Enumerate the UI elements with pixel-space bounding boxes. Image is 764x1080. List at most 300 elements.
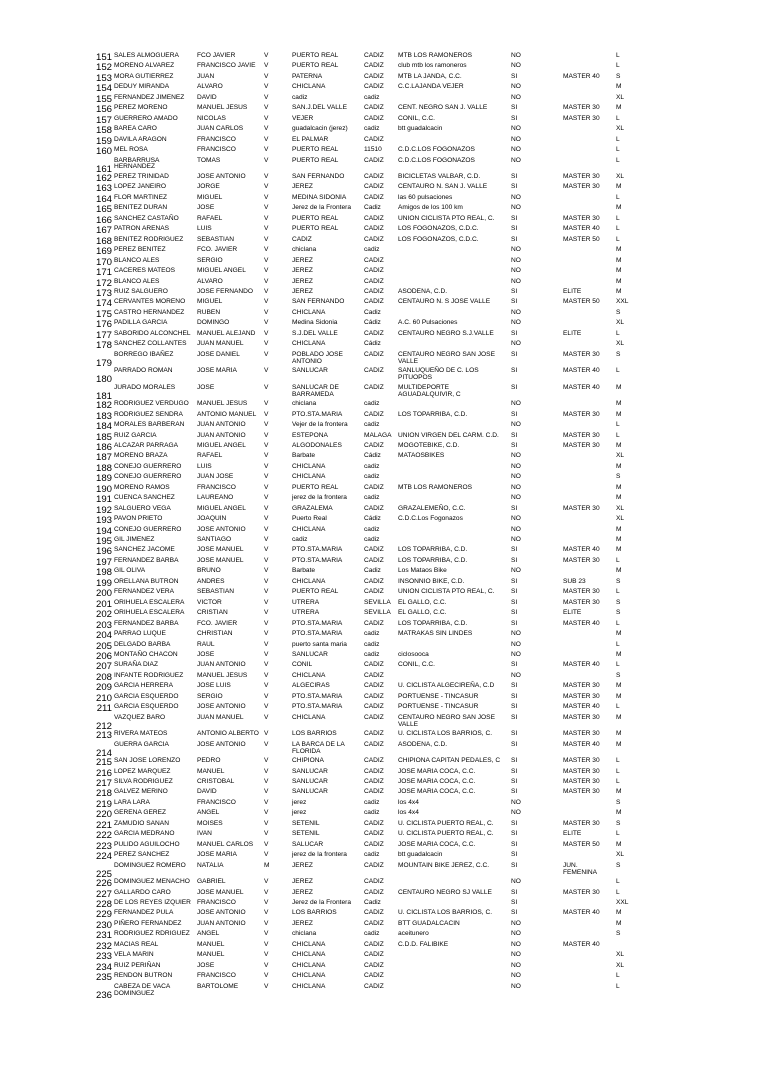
town-cell: EL PALMAR [292,135,329,143]
gender-cell: V [264,682,269,690]
row-number-cell: 205 [95,640,112,652]
town-cell: CHIPIONA [292,757,324,765]
federated-cell: NO [511,473,521,481]
club-cell: LOS FOGONAZOS, C.D.C. [398,235,479,243]
surname-cell: SAN JOSE LORENZO [114,757,181,765]
club-cell: UNION CICLISTA PTO REAL, C. [398,214,495,222]
row-number-cell: 202 [95,609,112,621]
first-name-cell: JOSE ANTONIO [197,909,246,917]
town-cell: PUERTO REAL [292,483,339,491]
first-name-cell: JOSE ANTONIO [197,703,246,711]
table-row [0,247,764,257]
federated-cell: NO [511,536,521,543]
first-name-cell: FRANCISCO [197,135,236,143]
town-cell: PUERTO REAL [292,214,339,222]
row-number-cell: 152 [95,62,112,74]
club-cell: CONIL, C.C. [398,114,436,122]
gender-cell: V [264,193,269,201]
surname-cell: RODRIGUEZ RDRIGUEZ [114,930,190,938]
province-cell: Cádiz [364,319,381,327]
gender-cell: V [264,740,269,748]
table-row [0,952,764,962]
row-number-cell: 162 [95,173,112,184]
size-cell: S [616,930,621,938]
gender-cell: V [264,104,269,112]
province-cell: CADIZ [364,267,384,275]
first-name-cell: JUAN MANUEL [197,340,244,348]
size-cell: L [616,588,620,596]
row-number-cell: 192 [95,504,112,516]
first-name-cell: MANUEL [197,940,225,948]
province-cell: SEVILLA [364,598,391,606]
table-row [0,789,764,799]
first-name-cell: JORGE [197,183,220,191]
club-cell: los 4x4 [398,798,419,806]
town-cell: CHICLANA [292,961,326,969]
row-number-cell: 204 [95,630,112,642]
gender-cell: V [264,383,269,391]
town-cell: JEREZ [292,287,313,295]
size-cell: M [616,840,622,848]
town-cell: CHICLANA [292,577,326,585]
category-cell: MASTER 50 [563,298,600,306]
gender-cell: V [264,421,269,429]
province-cell: CADIZ [364,72,384,80]
province-cell: Cadiz [364,308,381,316]
first-name-cell: SANTIAGO [197,536,232,543]
town-cell: CHICLANA [292,671,326,679]
gender-cell: V [264,567,269,575]
club-cell: MTB LOS RAMONEROS [398,52,473,59]
federated-cell: SI [511,383,518,391]
surname-cell: CERVANTES MORENO [114,298,186,306]
town-cell: LA BARCA DE LA FLORIDA [292,740,345,755]
size-cell: XXL [616,298,629,306]
row-number-cell: 172 [95,277,112,289]
federated-cell: SI [511,619,518,627]
gender-cell: V [264,494,269,502]
surname-cell: DEDUY MIRANDA [114,83,170,91]
federated-cell: NO [511,878,521,886]
first-name-cell: SERGIO [197,692,223,700]
surname-cell: SURAÑA DIAZ [114,661,158,669]
first-name-cell: RAFAEL [197,452,223,460]
town-cell: ALGECIRAS [292,682,330,690]
surname-cell: GARCIA ESQUERDO [114,692,179,700]
surname-cell: SALES ALMOGUERA [114,52,179,59]
first-name-cell: FRANCISCO [197,972,236,980]
first-name-cell: JUAN [197,72,215,80]
table-row [0,704,764,714]
town-cell: Vejer de la frontera [292,421,348,429]
town-cell: chiclana [292,246,317,254]
federated-cell: SI [511,367,518,375]
province-cell: CADIZ [364,819,384,827]
size-cell: M [616,277,622,285]
federated-cell: SI [511,909,518,917]
table-row [0,731,764,741]
club-cell: PORTUENSE - TINCASUR [398,692,479,700]
province-cell: cadiz [364,525,380,533]
table-row [0,810,764,820]
province-cell: cadiz [364,930,380,938]
size-cell: M [616,630,622,638]
first-name-cell: NICOLAS [197,114,226,122]
first-name-cell: MANUEL [197,767,225,775]
first-name-cell: JOSE [197,383,215,391]
table-row [0,910,764,920]
first-name-cell: SEBASTIAN [197,588,235,596]
town-cell: jerez [292,798,307,806]
category-cell: ELITE [563,609,582,617]
size-cell: L [616,329,620,337]
gender-cell: V [264,204,269,212]
size-cell: L [616,135,620,143]
size-cell: L [616,235,620,243]
surname-cell: FERNANDEZ JIMENEZ [114,93,185,101]
category-cell: MASTER 30 [563,214,600,222]
province-cell: CADIZ [364,235,384,243]
province-cell: CADIZ [364,577,384,585]
first-name-cell: MANUEL CARLOS [197,840,254,848]
gender-cell: V [264,598,269,606]
row-number-cell: 169 [95,246,112,258]
first-name-cell: JUAN ANTONIO [197,919,246,927]
surname-cell: PATRON ARENAS [114,225,170,233]
club-cell: ASODENA, C.D. [398,740,448,748]
club-cell: JOSE MARIA COCA, C.C. [398,840,476,848]
row-number-cell: 209 [95,682,112,694]
surname-cell: CONEJO GUERRERO [114,462,182,470]
first-name-cell: ANTONIO ALBERTO [197,730,259,738]
province-cell: CADIZ [364,441,384,449]
town-cell: Jerez de la Frontera [292,204,352,212]
size-cell: M [616,536,622,543]
row-number-cell: 176 [95,319,112,331]
club-cell: Amigos de los 100 km [398,204,463,212]
row-number-cell: 227 [95,888,112,900]
table-row [0,383,764,402]
surname-cell: ALCAZAR PARRAGA [114,441,178,449]
category-cell: JUN. FEMENINA [563,861,598,876]
surname-cell: RODRIGUEZ VERDUGO [114,400,189,408]
province-cell: CADIZ [364,104,384,112]
gender-cell: V [264,72,269,80]
first-name-cell: JUAN ANTONIO [197,431,246,439]
size-cell: L [616,225,620,233]
table-row [0,589,764,599]
row-number-cell: 173 [95,287,112,299]
province-cell: CADIZ [364,83,384,91]
town-cell: chiclana [292,930,317,938]
surname-cell: GALVEZ MERINO [114,788,168,796]
gender-cell: V [264,525,269,533]
row-number-cell: 196 [95,546,112,558]
province-cell: CADIZ [364,350,384,358]
row-number-cell: 235 [95,972,112,984]
federated-cell: NO [511,930,521,938]
first-name-cell: MANUEL JESUS [197,671,248,679]
row-number-cell: 175 [95,308,112,320]
row-number-cell: 230 [95,919,112,931]
surname-cell: VAZQUEZ BARO [114,713,166,721]
row-number-cell: 168 [95,235,112,247]
table-row [0,433,764,443]
federated-cell: SI [511,104,518,112]
row-number-cell: 213 [95,730,112,742]
province-cell: CADIZ [364,256,384,264]
first-name-cell: LUIS [197,225,212,233]
province-cell: CADIZ [364,703,384,711]
gender-cell: V [264,287,269,295]
gender-cell: V [264,840,269,848]
first-name-cell: LUIS [197,462,212,470]
table-row [0,422,764,432]
town-cell: JEREZ [292,878,313,886]
first-name-cell: FRANCISCO [197,899,236,906]
town-cell: cadiz [292,93,308,101]
federated-cell: NO [511,156,521,164]
first-name-cell: JUAN CARLOS [197,125,244,133]
first-name-cell: FCO JAVIER [197,52,236,59]
federated-cell: NO [511,972,521,980]
federated-cell: NO [511,567,521,575]
town-cell: jerez [292,809,307,817]
town-cell: Puerto Real [292,515,327,523]
club-cell: los 4x4 [398,809,419,817]
row-number-cell: 231 [95,930,112,942]
row-number-cell: 210 [95,692,112,704]
province-cell: Cádiz [364,515,381,523]
surname-cell: MORENO RAMOS [114,483,170,491]
surname-cell: SANCHEZ COLLANTES [114,340,187,348]
club-cell: JOSE MARIA COCA, C.C. [398,778,476,785]
town-cell: SANLUCAR [292,788,328,796]
category-cell: MASTER 30 [563,888,600,896]
province-cell: CADIZ [364,730,384,738]
size-cell: L [616,778,620,785]
first-name-cell: CHRISTIAN [197,630,233,638]
province-cell: CADIZ [364,830,384,838]
club-cell: C.D.C.LOS FOGONAZOS [398,146,475,154]
category-cell: MASTER 30 [563,410,600,418]
row-number-cell: 223 [95,840,112,852]
province-cell: CADIZ [364,740,384,748]
category-cell: MASTER 40 [563,367,600,375]
first-name-cell: RUBEN [197,308,221,316]
surname-cell: CUENCA SANCHEZ [114,494,175,502]
surname-cell: MACIAS REAL [114,940,159,948]
row-number-cell: 224 [95,851,112,863]
town-cell: JEREZ [292,277,313,285]
surname-cell: PEREZ BENITEZ [114,246,166,254]
category-cell: MASTER 30 [563,431,600,439]
federated-cell: SI [511,410,518,418]
table-row [0,226,764,236]
first-name-cell: JOSE FERNANDO [197,287,254,295]
club-cell: MOUNTAIN BIKE JEREZ, C.C. [398,861,490,869]
size-cell: XL [616,452,625,460]
size-cell: M [616,692,622,700]
town-cell: LOS BARRIOS [292,730,337,738]
gender-cell: V [264,757,269,765]
club-cell: GRAZALEMEÑO, C.C. [398,504,466,512]
federated-cell: SI [511,767,518,775]
province-cell: cadiz [364,851,380,859]
gender-cell: V [264,473,269,481]
first-name-cell: FRANCISCO [197,146,236,154]
row-number-cell: 221 [95,819,112,831]
surname-cell: MORALES BARBERAN [114,421,185,429]
province-cell: CADIZ [364,183,384,191]
province-cell: CADIZ [364,982,384,990]
first-name-cell: JOSE ANTONIO [197,173,246,180]
federated-cell: NO [511,83,521,91]
surname-cell: ORIHUELA ESCALERA [114,598,185,606]
province-cell: CADIZ [364,135,384,143]
row-number-cell: 188 [95,462,112,474]
row-number-cell: 185 [95,431,112,443]
size-cell: S [616,671,621,679]
club-cell: UNION CICLISTA PTO REAL, C. [398,588,495,596]
gender-cell: M [264,861,270,869]
first-name-cell: JOSE LUIS [197,682,231,690]
size-cell: XXL [616,899,629,906]
province-cell: CADIZ [364,156,384,164]
gender-cell: V [264,225,269,233]
town-cell: PUERTO REAL [292,146,339,154]
province-cell: CADIZ [364,383,384,391]
size-cell: L [616,703,620,711]
size-cell: M [616,740,622,748]
size-cell: L [616,972,620,980]
surname-cell: GUERRA GARCIA [114,740,169,748]
first-name-cell: SEBASTIAN [197,235,235,243]
row-number-cell: 211 [96,703,112,715]
federated-cell: SI [511,598,518,606]
gender-cell: V [264,340,269,348]
first-name-cell: JOSE ANTONIO [197,525,246,533]
first-name-cell: LAUREANO [197,494,234,502]
size-cell: L [616,888,620,896]
gender-cell: V [264,277,269,285]
row-number-cell: 164 [95,193,112,205]
row-number-cell: 163 [95,183,112,195]
first-name-cell: JUAN MANUEL [197,713,244,721]
size-cell: L [616,114,620,122]
category-cell: MASTER 30 [563,692,600,700]
gender-cell: V [264,878,269,886]
town-cell: JEREZ [292,919,313,927]
table-row [0,63,764,73]
row-number-cell: 217 [95,778,112,789]
province-cell: CADIZ [364,214,384,222]
row-number-cell: 184 [95,421,112,433]
first-name-cell: FCO. JAVIER [197,619,238,627]
federated-cell: NO [511,982,521,990]
club-cell: MTB LOS RAMONEROS [398,483,473,491]
federated-cell: NO [511,525,521,533]
federated-cell: SI [511,682,518,690]
town-cell: PTO.STA.MARIA [292,556,343,564]
federated-cell: NO [511,193,521,201]
size-cell: M [616,246,622,254]
town-cell: JEREZ [292,861,313,869]
club-cell: MOGOTEBIKE, C.D. [398,441,460,449]
size-cell: L [616,214,620,222]
row-number-cell: 155 [95,93,112,105]
surname-cell: DE LOS REYES IZQUIER [114,899,191,906]
federated-cell: NO [511,277,521,285]
surname-cell: DAVILA ARAGON [114,135,167,143]
town-cell: SANLUCAR [292,778,328,785]
table-row [0,973,764,983]
first-name-cell: DOMINGO [197,319,230,327]
club-cell: aceitunero [398,930,429,938]
federated-cell: NO [511,62,521,70]
row-number-cell: 219 [95,798,112,810]
surname-cell: BLANCO ALES [114,277,160,285]
federated-cell: SI [511,757,518,765]
surname-cell: CABEZA DE VACA DOMINGUEZ [114,982,171,997]
town-cell: Barbate [292,567,316,575]
gender-cell: V [264,692,269,700]
town-cell: S.J.DEL VALLE [292,329,338,337]
size-cell: XL [616,515,625,523]
federated-cell: SI [511,431,518,439]
row-number-cell: 229 [95,909,112,921]
surname-cell: BENITEZ DURAN [114,204,168,212]
first-name-cell: FRANCISCO [197,798,236,806]
row-number-cell: 179 [95,357,112,369]
surname-cell: VELA MARIN [114,951,154,959]
gender-cell: V [264,298,269,306]
club-cell: A.C. 60 Pulsaciones [398,319,458,327]
club-cell: CENTAURO N. SAN J. VALLE [398,183,488,191]
province-cell: CADIZ [364,367,384,375]
gender-cell: V [264,640,269,648]
size-cell: XL [616,173,625,180]
row-number-cell: 207 [95,661,112,673]
gender-cell: V [264,462,269,470]
province-cell: 11510 [364,146,382,154]
row-number-cell: 180 [95,374,112,386]
province-cell: cadiz [364,421,380,429]
table-row [0,662,764,672]
province-cell: CADIZ [364,52,384,59]
province-cell: CADIZ [364,861,384,869]
gender-cell: V [264,730,269,738]
club-cell: MULTIDEPORTE AGUADALQUIVIR, C [398,383,461,398]
first-name-cell: MIGUEL [197,193,223,201]
surname-cell: FLOR MARTINEZ [114,193,167,201]
category-cell: MASTER 30 [563,114,600,122]
club-cell: LOS TOPARRIBA, C.D. [398,619,468,627]
federated-cell: NO [511,421,521,429]
table-row [0,495,764,505]
size-cell: L [616,767,620,775]
town-cell: CHICLANA [292,972,326,980]
surname-cell: BENITEZ RODRIGUEZ [114,235,184,243]
province-cell: cadiz [364,809,380,817]
size-cell: S [616,72,621,80]
row-number-cell: 182 [95,400,112,412]
size-cell: M [616,104,622,112]
row-number-cell: 215 [95,757,112,769]
surname-cell: RENDON BUTRON [114,972,173,980]
federated-cell: NO [511,951,521,959]
town-cell: SETENIL [292,819,320,827]
